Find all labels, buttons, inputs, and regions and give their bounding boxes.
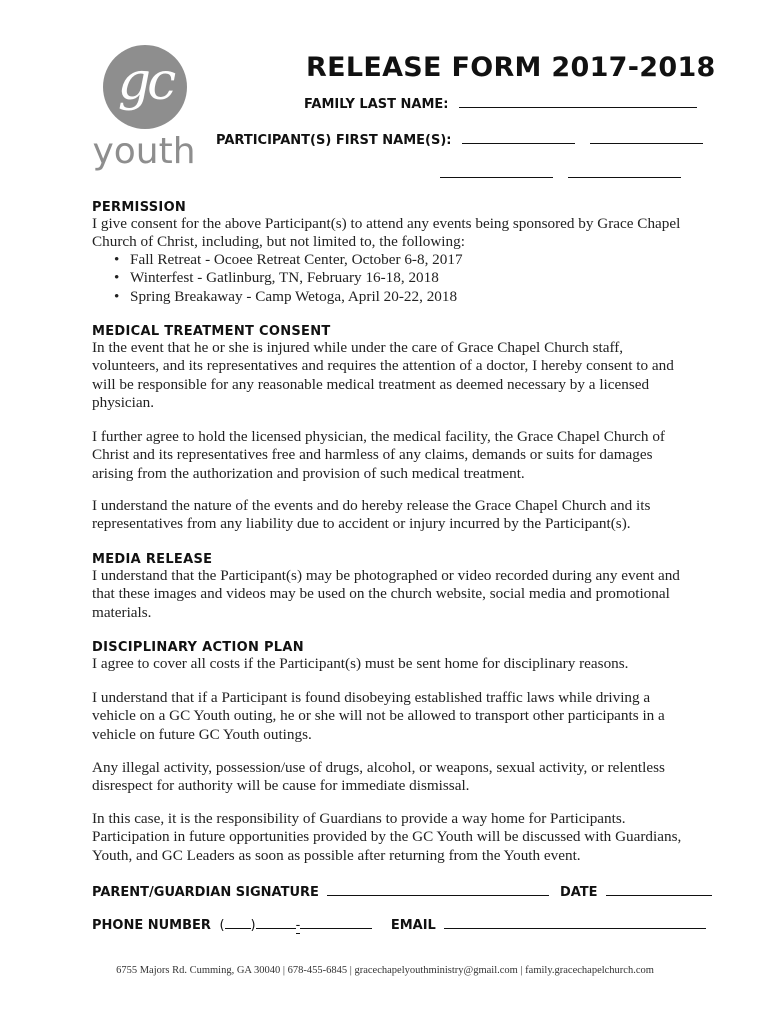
logo-mark: gc xyxy=(117,52,173,112)
signature-row xyxy=(92,883,712,900)
disciplinary-paragraph-2: I understand that if a Participant is found disobeying established traffic laws while driving a vehicle on a GC Youth outing, he or she will not be allowed to transport other participants in a vehicle on future GC Youth outings. xyxy=(92,689,665,743)
phone-line-field[interactable] xyxy=(300,916,372,929)
media-heading: MEDIA RELEASE xyxy=(92,552,213,567)
participant-first-name-row xyxy=(216,131,703,148)
phone-dash: - xyxy=(295,918,301,933)
medical-paragraph-2: I further agree to hold the licensed physician, the medical facility, the Grace Chapel Church of Christ and its representatives free and harmless of any claims, demands or suits for damages arising from the authorization and provision of such medical treatment. xyxy=(92,428,665,482)
phone-close-paren: ) xyxy=(250,918,256,933)
medical-paragraph-1: In the event that he or she is injured while under the care of Grace Chapel Church staff, volunteers, and its representatives and requires the attention of a doctor, I hereby consent to and will be responsible for any reasonable medical treatment as deemed necessary by a licensed physician. xyxy=(92,339,674,411)
logo-word: youth xyxy=(92,131,196,172)
participant-first-name-row-2 xyxy=(440,165,681,182)
event-item: • Winterfest - Gatlinburg, TN, February 16-18, 2018 xyxy=(114,269,463,287)
medical-heading: MEDICAL TREATMENT CONSENT xyxy=(92,324,331,339)
participant-first-name-field-2[interactable] xyxy=(590,131,703,144)
date-label: DATE xyxy=(559,885,598,900)
disciplinary-heading: DISCIPLINARY ACTION PLAN xyxy=(92,640,304,655)
participant-first-name-field-1[interactable] xyxy=(462,131,575,144)
phone-email-row xyxy=(92,916,706,933)
disciplinary-paragraph-1: I agree to cover all costs if the Participant(s) must be sent home for disciplinary reasons. xyxy=(92,655,629,672)
gc-youth-logo xyxy=(92,42,196,172)
family-last-name-label: FAMILY LAST NAME: xyxy=(304,97,449,112)
form-title: RELEASE FORM 2017-2018 xyxy=(306,52,716,83)
family-last-name-row xyxy=(304,95,697,112)
disciplinary-paragraph-4: In this case, it is the responsibility of Guardians to provide a way home for Participants. Participation in future opportunities provided by the GC Youth will be discussed with Guardians, Youth, and GC Leaders as soon as possible after returning from the Youth event. xyxy=(92,810,682,864)
event-item: • Fall Retreat - Ocoee Retreat Center, October 6-8, 2017 xyxy=(114,251,463,269)
media-paragraph: I understand that the Participant(s) may be photographed or video recorded during any event and that these images and videos may be used on the church website, social media and promotional materials. xyxy=(92,567,680,621)
family-last-name-field[interactable] xyxy=(459,95,697,108)
participant-first-name-field-4[interactable] xyxy=(568,165,681,178)
email-field[interactable] xyxy=(444,916,706,929)
email-label: EMAIL xyxy=(390,918,436,933)
footer-contact: 6755 Majors Rd. Cumming, GA 30040 | 678-455-6845 | gracechapelyouthministry@gmail.com | family.gracechapelchurch.com xyxy=(116,965,654,976)
medical-paragraph-3: I understand the nature of the events and do hereby release the Grace Chapel Church and its representatives from any liability due to accident or injury incurred by the Participant(s). xyxy=(92,497,651,533)
participant-first-name-field-3[interactable] xyxy=(440,165,553,178)
date-field[interactable] xyxy=(606,883,712,896)
participant-first-name-label: PARTICIPANT(S) FIRST NAME(S): xyxy=(216,133,452,148)
signature-label: PARENT/GUARDIAN SIGNATURE xyxy=(92,885,319,900)
signature-field[interactable] xyxy=(327,883,549,896)
permission-text: I give consent for the above Participant(s) to attend any events being sponsored by Grace Chapel Church of Christ, including, but not limited to, the following: xyxy=(92,215,681,251)
event-list xyxy=(114,251,463,306)
event-item: • Spring Breakaway - Camp Wetoga, April 20-22, 2018 xyxy=(114,288,463,306)
disciplinary-paragraph-3: Any illegal activity, possession/use of drugs, alcohol, or weapons, sexual activity, or relentless disrespect for authority will be cause for immediate dismissal. xyxy=(92,759,665,795)
phone-open-paren: ( xyxy=(219,918,225,933)
phone-area-code-field[interactable] xyxy=(225,916,251,929)
permission-heading: PERMISSION xyxy=(92,200,187,215)
phone-label: PHONE NUMBER xyxy=(92,918,211,933)
phone-prefix-field[interactable] xyxy=(256,916,296,929)
